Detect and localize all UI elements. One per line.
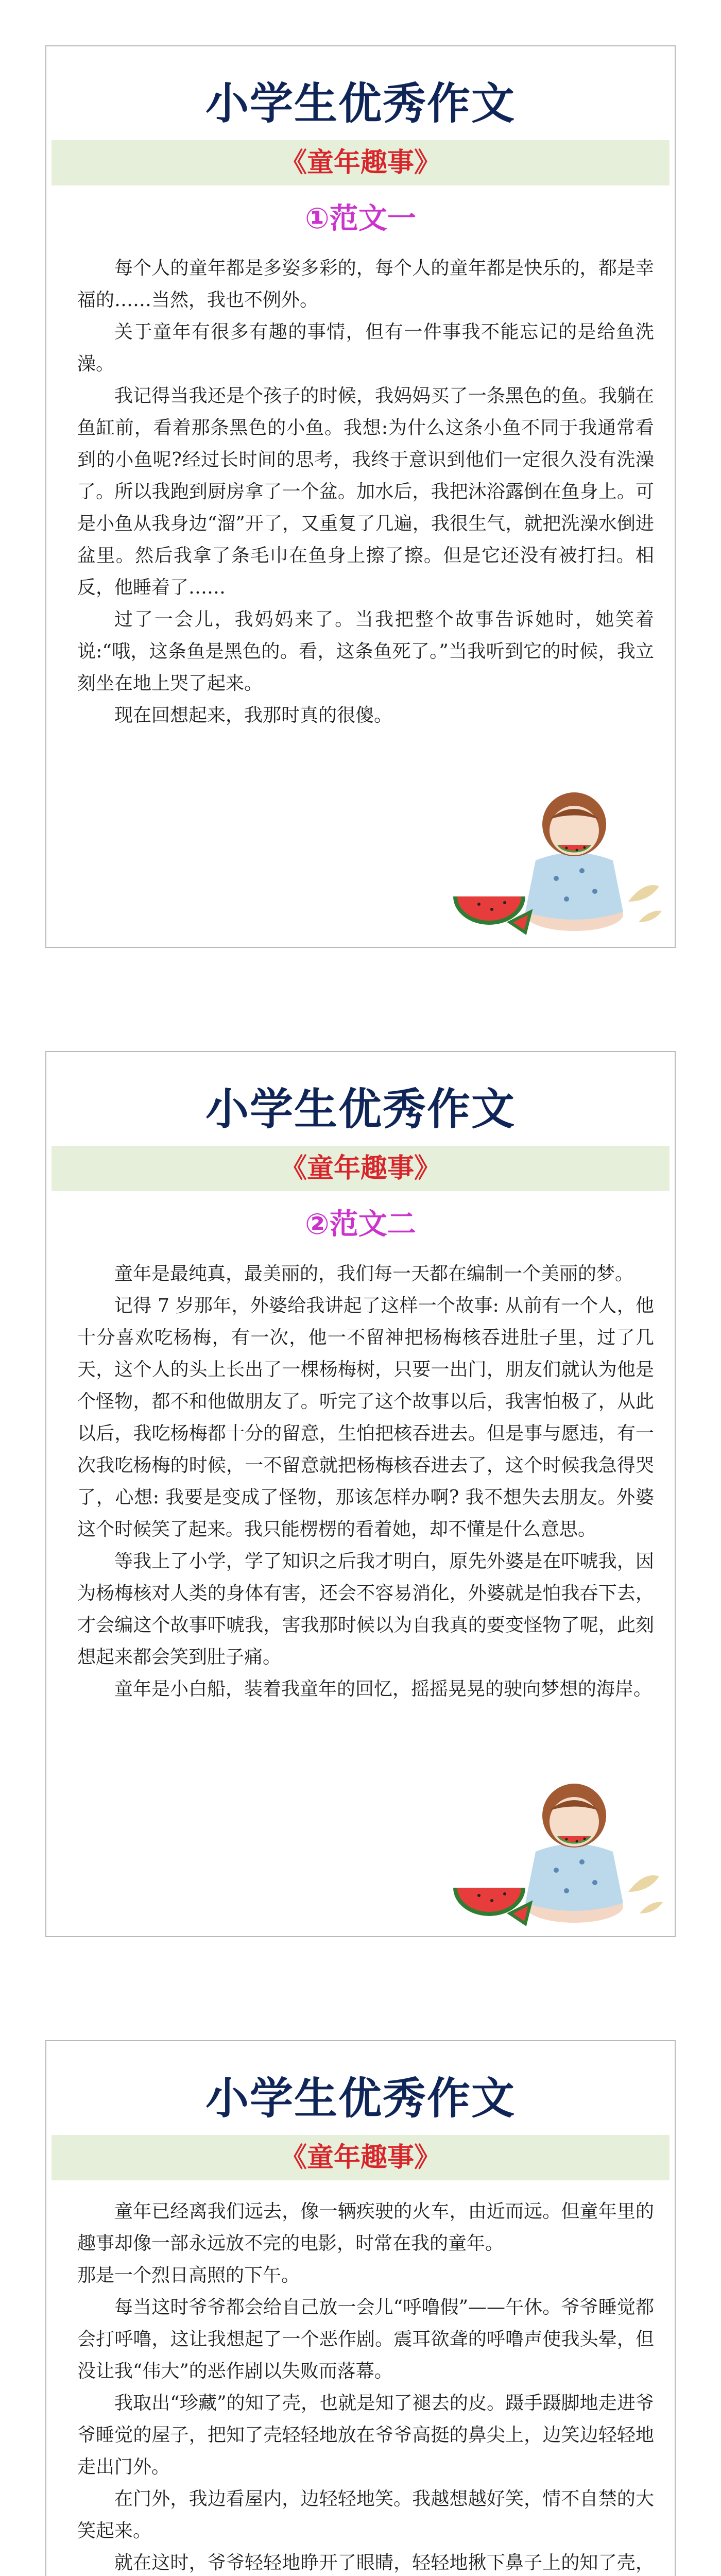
paragraph: 过了一会儿，我妈妈来了。当我把整个故事告诉她时，她笑着说:“哦，这条鱼是黑色的。看，这条鱼死了。”当我听到它的时候，我立刻坐在地上哭了起来。 (77, 609, 654, 694)
paragraph: 在门外，我边看屋内，边轻轻地笑。我越想越好笑，情不自禁的大笑起来。 (77, 2488, 654, 2541)
essay-card-3 (45, 2040, 676, 2576)
essay-card-1 (45, 45, 676, 948)
subtitle-band: 《童年趣事》 (52, 1146, 670, 1191)
paragraph: 我记得当我还是个孩子的时候，我妈妈买了一条黑色的鱼。我躺在鱼缸前，看着那条黑色的小鱼。我想:为什么这条小鱼不同于我通常看到的小鱼呢?经过长时间的思考，我终于意识到他们一定很久没有洗澡了。所以我跑到厨房拿了一个盆。加水后，我把沐浴露倒在鱼身上。可是小鱼从我身边“溜”开了，又重复了几遍，我很生气，就把洗澡水倒进盆里。然后我拿了条毛巾在鱼身上擦了擦。但是它还没有被打扫。相反，他睡着了…… (77, 385, 654, 598)
card-title: 小学生优秀作文 (205, 78, 516, 129)
paragraph: 每个人的童年都是多姿多彩的，每个人的童年都是快乐的，都是幸福的……当然，我也不例外。 (77, 258, 654, 311)
girl-eating-watermelon-illustration (448, 768, 670, 943)
essay-body (77, 252, 654, 732)
paragraph: 童年已经离我们远去，像一辆疾驶的火车，由近而远。但童年里的趣事却像一部永远放不完的电影，时常在我的童年。 (77, 2201, 654, 2254)
girl-eating-watermelon-illustration (448, 1763, 670, 1933)
essay-card-2 (45, 1051, 676, 1937)
paragraph: 现在回想起来，我那时真的很傻。 (114, 705, 393, 726)
paragraph: 就在这时，爷爷轻轻地睁开了眼睛，轻轻地揪下鼻子上的知了壳， (114, 2552, 654, 2573)
paragraph: 等我上了小学，学了知识之后我才明白，原先外婆是在吓唬我，因为杨梅核对人类的身体有害，还会不容易消化，外婆就是怕我吞下去，才会编这个故事吓唬我，害我那时候以为自我真的要变怪物了呢，此刻想起来都会笑到肚子痛。 (77, 1551, 654, 1668)
subtitle-band: 《童年趣事》 (52, 2135, 670, 2180)
paragraph: 那是一个烈日高照的下午。 (77, 2265, 300, 2286)
sample-label: ②范文二 (305, 1208, 416, 1241)
paragraph: 我取出“珍藏”的知了壳，也就是知了褪去的皮。蹑手蹑脚地走进爷爷睡觉的屋子，把知了壳轻轻地放在爷爷高挺的鼻尖上，边笑边轻轻地走出门外。 (77, 2393, 654, 2478)
paragraph: 记得 7 岁那年，外婆给我讲起了这样一个故事: 从前有一个人，他十分喜欢吃杨梅，有一次，他一不留神把杨梅核吞进肚子里，过了几天，这个人的头上长出了一棵杨梅树，只要一出门，朋友们就认为他是个怪物，都不和他做朋友了。听完了这个故事以后，我害怕极了，从此以后，我吃杨梅都十分的留意，生怕把核吞进去。但是事与愿违，有一次我吃杨梅的时候，一不留意就把杨梅核吞进去了，这个时候我急得哭了，心想: 我要是变成了怪物，那该怎样办啊? 我不想失去朋友。外婆这个时候笑了起来。我只能楞楞的看着她，却不懂是什么意思。 (77, 1295, 654, 1540)
essay-body (77, 2196, 654, 2576)
paragraph: 关于童年有很多有趣的事情，但有一件事我不能忘记的是给鱼洗澡。 (77, 321, 654, 375)
subtitle-band: 《童年趣事》 (52, 140, 670, 185)
paragraph: 童年是小白船，装着我童年的回忆，摇摇晃晃的驶向梦想的海岸。 (114, 1679, 653, 1700)
paragraph: 每当这时爷爷都会给自己放一会儿“呼噜假”——午休。爷爷睡觉都会打呼噜，这让我想起了一个恶作剧。震耳欲聋的呼噜声使我头晕，但没让我“伟大”的恶作剧以失败而落幕。 (77, 2297, 654, 2382)
card-title: 小学生优秀作文 (205, 1084, 516, 1134)
card-title: 小学生优秀作文 (205, 2073, 516, 2124)
sample-label: ①范文一 (305, 202, 416, 235)
paragraph: 童年是最纯真，最美丽的，我们每一天都在编制一个美丽的梦。 (114, 1263, 634, 1284)
essay-body (77, 1258, 654, 1705)
